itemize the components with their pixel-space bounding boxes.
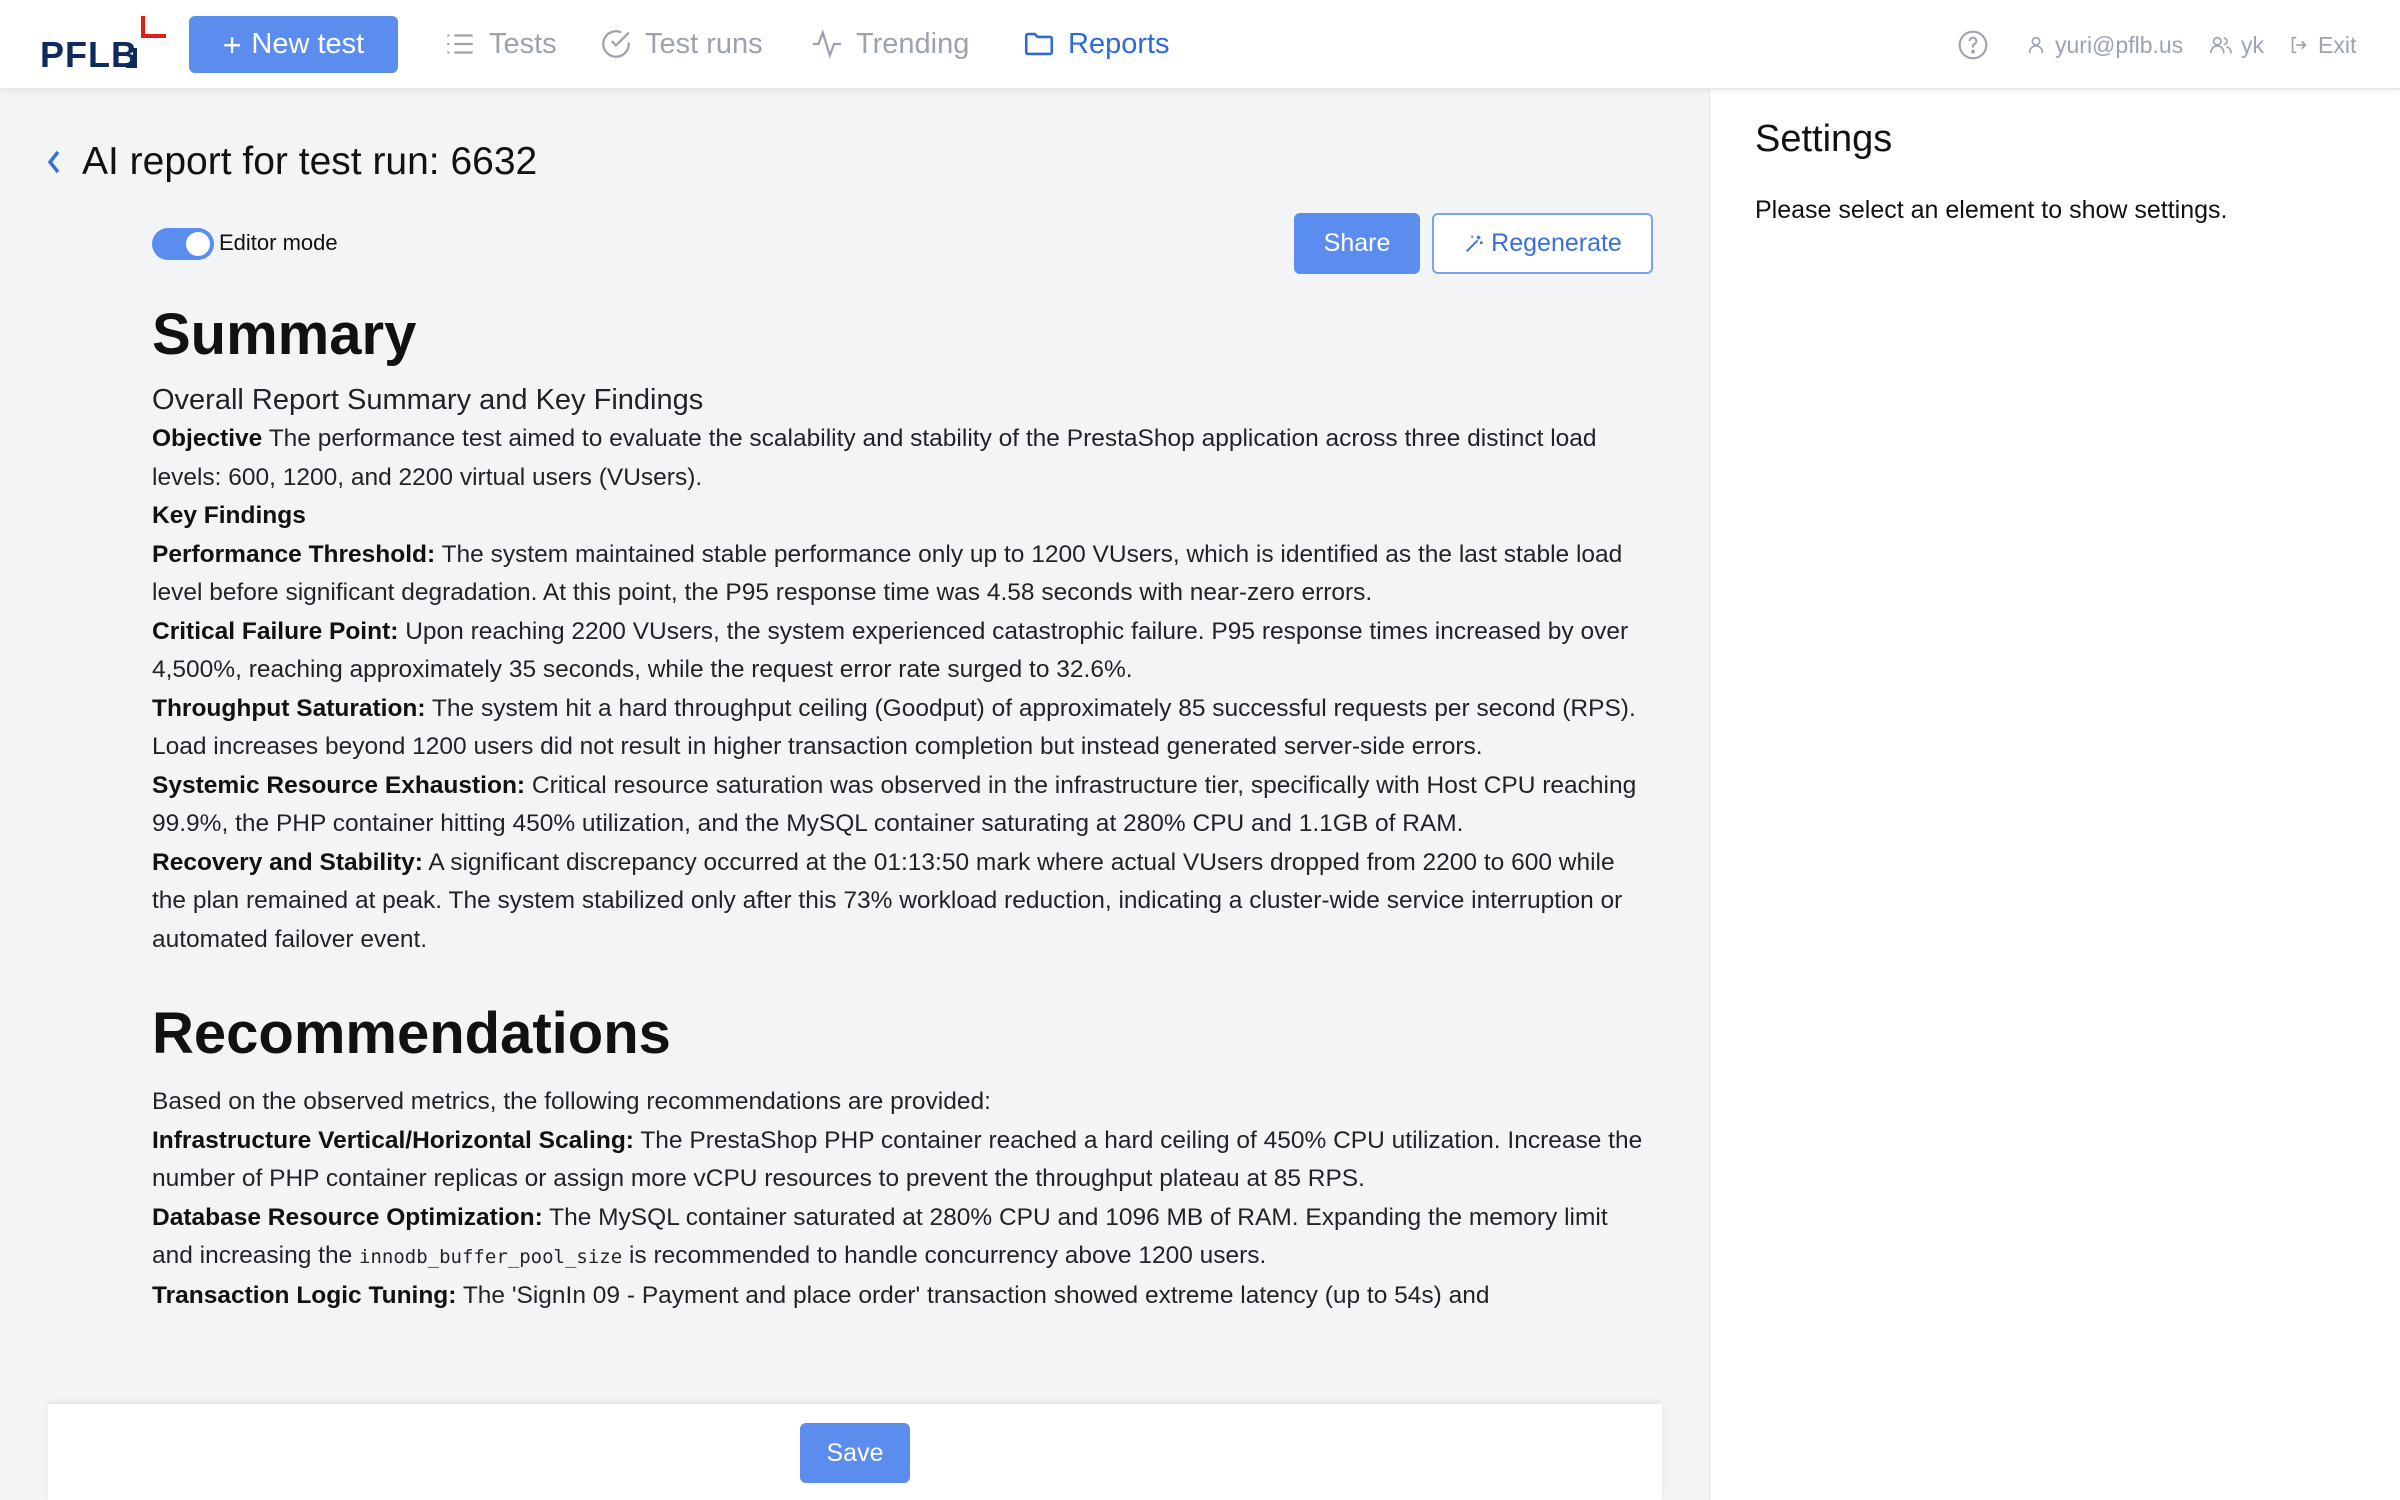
objective-text: The performance test aimed to evaluate the scalability and stability of the PrestaShop application across three distinct load levels: 600, 1200, and 2200 virtual users (VUsers). — [152, 425, 1597, 491]
exit-button[interactable] — [2288, 24, 2356, 66]
summary-subheading: Overall Report Summary and Key Findings — [152, 384, 704, 416]
recommendation-item: Transaction Logic Tuning: The 'SignIn 09 - Payment and place order' transaction showed extreme latency (up to 54s) and — [152, 1281, 1490, 1309]
settings-title: Settings — [1755, 118, 1893, 160]
editor-mode-label: Editor mode — [219, 230, 338, 255]
finding-item: Throughput Saturation: The system hit a hard throughput ceiling (Goodput) of approximately 85 successful requests per second (RPS). Load increases beyond 1200 users did not result in higher transaction completion but instead generated server-side errors. — [152, 694, 1636, 760]
nav-item-trending[interactable] — [810, 22, 969, 66]
report-editor-area — [0, 90, 1709, 1500]
folder-icon — [1022, 27, 1056, 61]
objective-paragraph — [152, 420, 1652, 497]
regenerate-button[interactable] — [1432, 213, 1653, 274]
finding-item: Critical Failure Point: Upon reaching 2200 VUsers, the system experienced catastrophic failure. P95 response times increased by over 4,500%, reaching approximately 35 seconds, while the request error rate surged to 32.6%. — [152, 617, 1629, 683]
finding-item: Recovery and Stability: A significant discrepancy occurred at the 01:13:50 mark where actual VUsers dropped from 2200 to 600 while the plan remained at peak. The system stabilized only after this 73% workload reduction, indicating a cluster-wide service interruption or automated failover event. — [152, 848, 1623, 953]
share-button[interactable]: Share — [1294, 213, 1420, 274]
recommendations-intro: Based on the observed metrics, the following recommendations are provided: — [152, 1088, 991, 1115]
recommendation-item: Database Resource Optimization: The MySQL container saturated at 280% CPU and 1096 MB of RAM. Expanding the memory limit and increasing the innodb_buffer_pool_size is recommended to handle concurrency above 1200 users. — [152, 1203, 1608, 1269]
check-circle-icon — [599, 27, 633, 61]
logo-text: PFLB — [40, 34, 138, 75]
exit-label: Exit — [2318, 31, 2357, 58]
nav-label-trending: Trending — [856, 27, 970, 60]
finding-item: Performance Threshold: The system maintained stable performance only up to 1200 VUsers, which is identified as the last stable load level before significant degradation. At this point, the P95 response time was 4.58 seconds with near-zero errors. — [152, 540, 1623, 606]
magic-wand-icon — [1463, 233, 1485, 255]
help-button[interactable] — [1957, 24, 1989, 66]
nav-label-test-runs: Test runs — [645, 27, 763, 60]
recommendations-heading: Recommendations — [152, 1001, 671, 1066]
save-button[interactable]: Save — [800, 1423, 910, 1483]
nav-label-tests: Tests — [489, 27, 557, 60]
activity-icon — [810, 27, 844, 61]
back-chevron-icon[interactable] — [42, 144, 66, 180]
pflb-logo[interactable] — [40, 14, 170, 76]
summary-heading: Summary — [152, 302, 417, 367]
nav-item-reports[interactable] — [1022, 22, 1170, 66]
toggle-knob — [186, 232, 210, 256]
list-icon — [443, 27, 477, 61]
top-navigation-bar — [0, 0, 2400, 89]
page-title: AI report for test run: 6632 — [82, 140, 538, 183]
finding-item: Systemic Resource Exhaustion: Critical resource saturation was observed in the infrastructure tier, specifically with Host CPU reaching 99.9%, the PHP container hitting 450% utilization, and the MySQL container saturating at 280% CPU and 1.1GB of RAM. — [152, 771, 1637, 837]
user-email: yuri@pflb.us — [2055, 31, 2184, 58]
log-out-icon — [2288, 34, 2310, 56]
recommendation-item: Infrastructure Vertical/Horizontal Scaling: The PrestaShop PHP container reached a hard ceiling of 450% CPU utilization. Increase the number of PHP container replicas or assign more vCPU resources to prevent the throughput plateau at 85 RPS. — [152, 1126, 1643, 1192]
help-circle-icon — [1957, 29, 1989, 61]
objective-label: Objective — [152, 425, 263, 452]
editor-mode-toggle[interactable] — [152, 228, 214, 260]
user-icon — [2025, 34, 2047, 56]
new-test-label: New test — [251, 28, 365, 60]
regenerate-label: Regenerate — [1491, 229, 1622, 257]
users-icon — [2209, 34, 2233, 56]
save-bar — [48, 1403, 1662, 1500]
nav-item-tests[interactable] — [443, 22, 557, 66]
config-code: innodb_buffer_pool_size — [359, 1246, 623, 1268]
user-account[interactable] — [2025, 24, 2183, 66]
settings-empty-message: Please select an element to show settings. — [1755, 196, 2228, 224]
team-switcher[interactable] — [2209, 24, 2264, 66]
nav-item-test-runs[interactable] — [599, 22, 763, 66]
plus-icon: + — [222, 26, 242, 63]
key-findings-label: Key Findings — [152, 502, 306, 529]
team-name: yk — [2241, 31, 2264, 58]
settings-panel — [1709, 90, 2400, 1500]
nav-label-reports: Reports — [1068, 27, 1170, 60]
new-test-button[interactable] — [189, 16, 398, 73]
report-body[interactable] — [152, 300, 1652, 1315]
